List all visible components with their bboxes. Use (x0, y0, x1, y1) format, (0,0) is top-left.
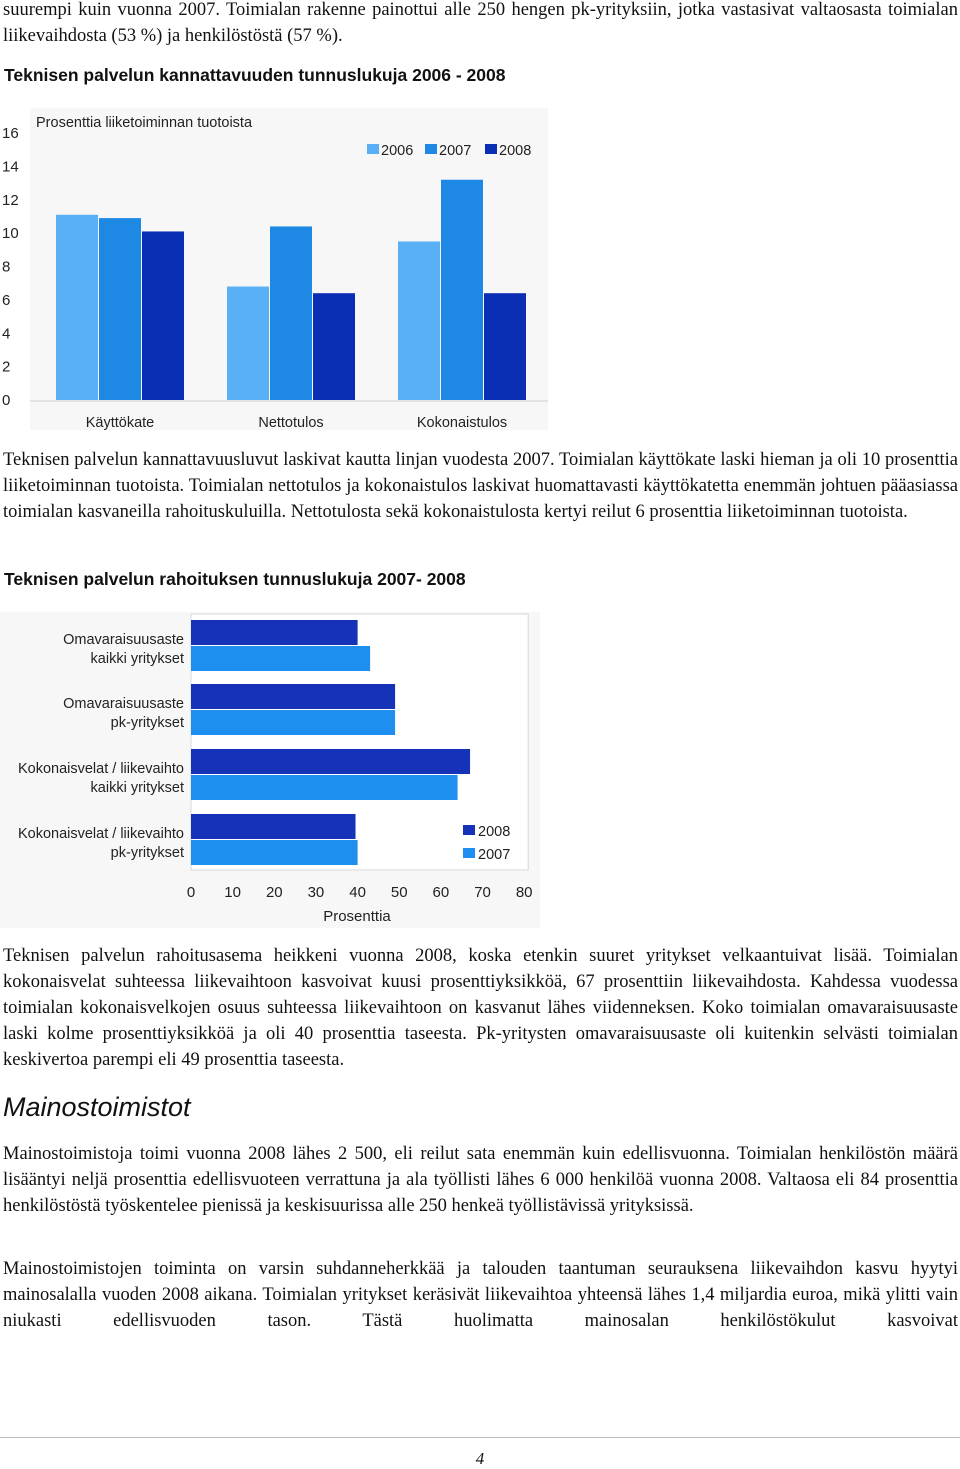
bar-2007-0 (191, 646, 370, 671)
y-tick-label: 0 (2, 392, 11, 409)
profitability-bar-chart (0, 108, 552, 434)
y-category-label: Omavaraisuusaste (63, 696, 184, 712)
financing-paragraph: Teknisen palvelun rahoitusasema heikkeni vuonna 2008, koska etenkin suuret yritykset velkaantuivat lisää. Toimialan kokonaisvelat suhteessa liikevaihtoon kasvoivat kuusi prosenttiyksikköä, 67 prosenttiin liikevaihdosta. Kahdessa vuodessa toimialan kokonaisvelkojen osuus suhteessa liikevaihtoon on kasvanut lähes viidenneksen. Koko toimialan omavaraisuusaste laski kolme prosenttiyksikköä ja oli 40 prosenttia taseesta. Pk-yritysten omavaraisuusaste oli kuitenkin selvästi toimialan keskivertoa parempi eli 49 prosenttia taseesta. (3, 946, 958, 1070)
legend-swatch-2006 (367, 144, 379, 154)
legend-label-2007: 2007 (478, 847, 511, 863)
x-tick-label: 30 (307, 884, 325, 901)
bar-2008-3 (191, 814, 356, 839)
y-tick-label: 10 (2, 225, 19, 243)
y-category-label: kaikki yritykset (90, 780, 184, 796)
x-tick-label: 40 (349, 884, 366, 901)
x-category-label: Kokonaistulos (416, 415, 508, 431)
y-category-label: kaikki yritykset (90, 651, 184, 667)
legend-label-2007: 2007 (439, 143, 472, 159)
bar-2008-2 (484, 293, 526, 400)
x-tick-label: 0 (186, 884, 196, 901)
bar-2007-2 (191, 775, 458, 800)
legend-swatch-2007 (425, 144, 437, 154)
section-heading-financing: Teknisen palvelun rahoituksen tunnuslukuja 2007- 2008 (4, 569, 466, 589)
x-tick-label: 20 (265, 884, 283, 901)
bar-2006-0 (56, 215, 98, 400)
chart-title: Prosenttia liiketoiminnan tuotoista (36, 115, 253, 131)
footer-divider (0, 1437, 960, 1438)
advertising-paragraph-2: Mainostoimistojen toiminta on varsin suhdanneherkkää ja talouden taantuman seurauksena liikevaihdon kasvu hyytyi mainosalalla vuoden 2008 aikana. Toimialan yritykset keräsivät liikevaihtoa yhteensä lähes 1,4 miljardia euroa, mikä ylitti vain niukasti edellisvuoden tason. Tästä huolimatta mainosalan henkilöstökulut kasvoivat (3, 1259, 958, 1331)
legend-swatch-2008 (463, 825, 475, 835)
bar-2008-1 (313, 293, 355, 400)
section-heading-advertising: Mainostoimistot (3, 1092, 191, 1122)
legend-swatch-2008 (485, 144, 497, 154)
bar-2008-1 (191, 684, 395, 709)
x-category-label: Käyttökate (85, 415, 155, 431)
y-category-label: Omavaraisuusaste (63, 632, 184, 648)
x-tick-label: 70 (474, 884, 491, 901)
bar-2007-1 (191, 710, 395, 735)
y-tick-label: 6 (2, 291, 11, 309)
intro-paragraph: suurempi kuin vuonna 2007. Toimialan rakenne painottui alle 250 hengen pk-yrityksiin, jotka vastasivat valtaosasta toimialan liikevaihdosta (53 %) ja henkilöstöstä (57 %). (3, 0, 958, 46)
bar-2007-1 (270, 226, 312, 400)
bar-2008-0 (142, 231, 184, 400)
page-number: 4 (475, 1449, 485, 1468)
x-axis-label: Prosenttia (323, 908, 391, 925)
bar-2008-0 (191, 620, 358, 645)
y-tick-label: 4 (2, 325, 11, 343)
y-category-label: pk-yritykset (110, 715, 184, 731)
legend-label-2008: 2008 (478, 824, 511, 840)
financing-bar-chart (0, 612, 540, 928)
bar-2007-2 (441, 180, 483, 400)
profitability-paragraph: Teknisen palvelun kannattavuusluvut laskivat kautta linjan vuodesta 2007. Toimialan käyttökate laski hieman ja oli 10 prosenttia liiketoiminnan tuotoista. Toimialan nettotulos ja kokonaistulos laskivat huomattavasti käyttökatetta enemmän johtuen pääasiassa toimialan kasvaneilla rahoituskuluilla. Nettotulosta sekä kokonaistulosta kertyi reilut 6 prosenttia liiketoiminnan tuotoista. (3, 450, 958, 522)
advertising-paragraph-1: Mainostoimistoja toimi vuonna 2008 lähes 2 500, eli reilut sata enemmän kuin edellisvuonna. Toimialan henkilöstön määrä lisääntyi neljä prosenttia edellisvuoteen verrattuna ja ala työllisti lähes 6 000 henkilöä vuonna 2008. Valtaosa eli 84 prosenttia henkilöstöstä työskentelee pienissä ja keskisuurissa alle 250 henkeä työllistävissä yrityksissä. (3, 1144, 958, 1216)
y-tick-label: 2 (2, 358, 11, 376)
x-tick-label: 60 (432, 884, 450, 901)
legend-swatch-2007 (463, 848, 475, 858)
legend-label-2006: 2006 (381, 143, 414, 159)
bar-2006-2 (398, 241, 440, 400)
y-tick-label: 14 (2, 158, 19, 176)
x-category-label: Nettotulos (258, 415, 324, 431)
x-tick-label: 10 (224, 884, 241, 901)
y-category-label: Kokonaisvelat / liikevaihto (17, 761, 184, 777)
y-tick-label: 12 (2, 191, 19, 209)
section-heading-profitability: Teknisen palvelun kannattavuuden tunnuslukuja 2006 - 2008 (4, 65, 506, 85)
x-tick-label: 80 (515, 884, 533, 901)
y-tick-label: 8 (2, 258, 11, 276)
bar-2006-1 (227, 287, 269, 400)
bar-2007-3 (191, 840, 358, 865)
y-tick-label: 16 (2, 125, 19, 142)
bar-2008-2 (191, 749, 470, 774)
y-category-label: Kokonaisvelat / liikevaihto (17, 826, 184, 842)
x-tick-label: 50 (390, 884, 408, 901)
y-category-label: pk-yritykset (110, 845, 184, 861)
legend-label-2008: 2008 (499, 143, 532, 159)
bar-2007-0 (99, 218, 141, 400)
